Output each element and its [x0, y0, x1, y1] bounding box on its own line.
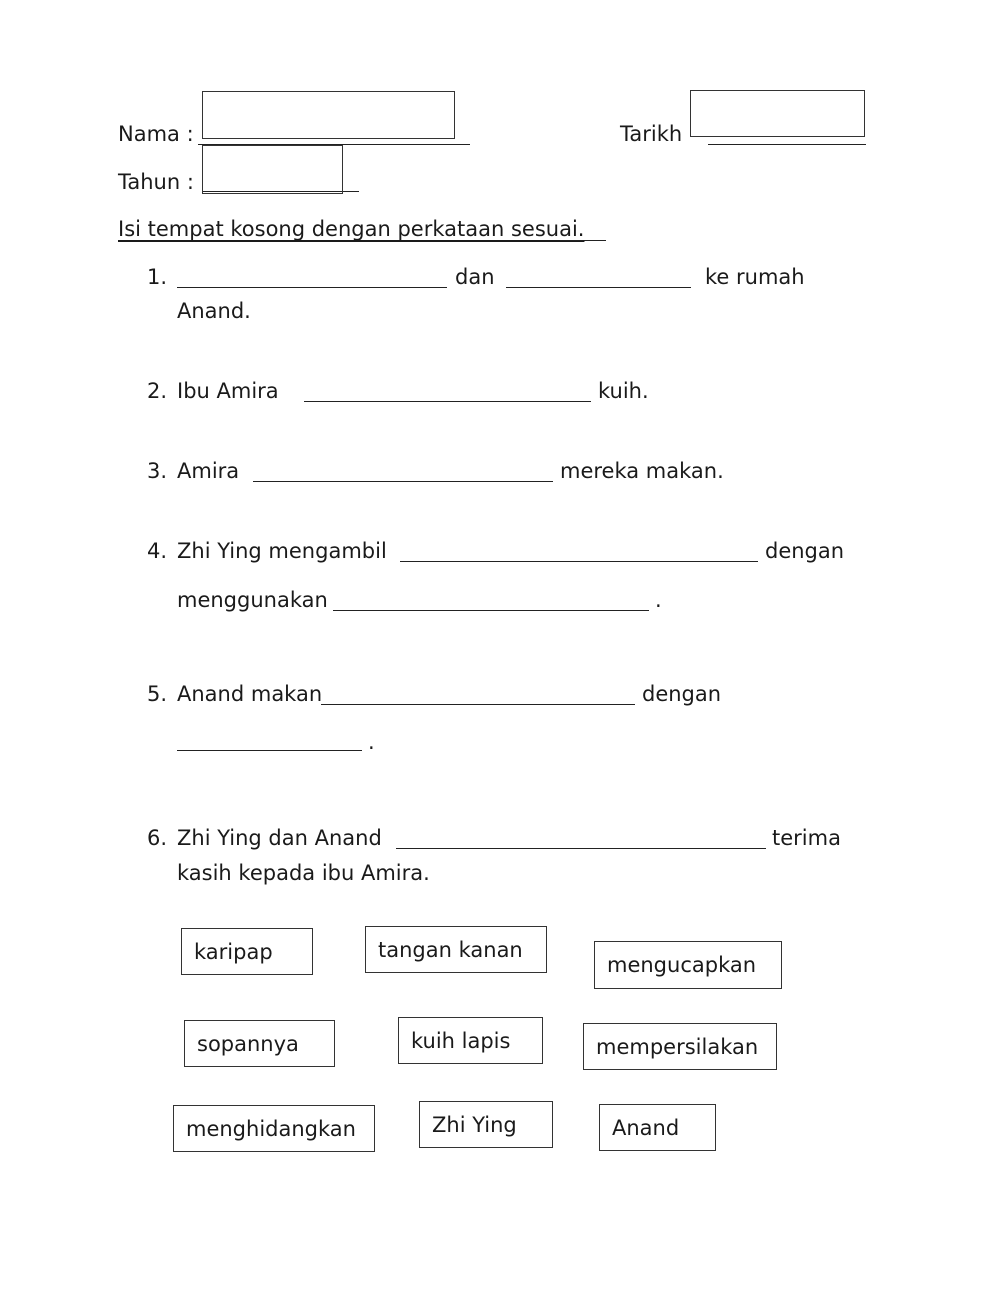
- instruction-underline-tail: [560, 240, 606, 241]
- tahun-label: Tahun :: [118, 170, 194, 194]
- q5-number: 5.: [147, 682, 168, 706]
- q3-blank-1[interactable]: [253, 481, 553, 482]
- instruction-text: Isi tempat kosong dengan perkataan sesuai.: [118, 217, 585, 241]
- word-kuih-lapis[interactable]: kuih lapis: [398, 1017, 543, 1064]
- q5-blank-1[interactable]: [321, 704, 635, 705]
- tarikh-input[interactable]: [690, 90, 865, 137]
- q5-text-3: .: [368, 730, 375, 754]
- word-menghidangkan[interactable]: menghidangkan: [173, 1105, 375, 1152]
- q4-blank-1[interactable]: [400, 561, 758, 562]
- q6-text-3: kasih kepada ibu Amira.: [177, 861, 430, 885]
- word-anand[interactable]: Anand: [599, 1104, 716, 1151]
- q1-text-2: ke rumah: [705, 265, 805, 289]
- word-sopannya[interactable]: sopannya: [184, 1020, 335, 1067]
- q4-number: 4.: [147, 539, 168, 563]
- q1-text-1: dan: [455, 265, 495, 289]
- q6-text-2: terima: [772, 826, 841, 850]
- nama-input[interactable]: [202, 91, 455, 139]
- q1-text-3: Anand.: [177, 299, 251, 323]
- q1-blank-2[interactable]: [506, 287, 691, 288]
- q4-text-3: menggunakan: [177, 588, 328, 612]
- q3-text-2: mereka makan.: [560, 459, 724, 483]
- q2-text-1: Ibu Amira: [177, 379, 279, 403]
- q4-text-4: .: [655, 588, 662, 612]
- q4-text-1: Zhi Ying mengambil: [177, 539, 387, 563]
- word-karipap[interactable]: karipap: [181, 928, 313, 975]
- q4-text-2: dengan: [765, 539, 845, 563]
- word-mempersilakan[interactable]: mempersilakan: [583, 1023, 777, 1070]
- q2-number: 2.: [147, 379, 168, 403]
- q1-number: 1.: [147, 265, 168, 289]
- q5-text-1: Anand makan: [177, 682, 323, 706]
- q5-text-2: dengan: [642, 682, 722, 706]
- tahun-input[interactable]: [202, 145, 343, 194]
- q2-blank-1[interactable]: [304, 401, 591, 402]
- q4-blank-2[interactable]: [333, 610, 649, 611]
- word-zhi-ying[interactable]: Zhi Ying: [419, 1101, 553, 1148]
- word-tangan-kanan[interactable]: tangan kanan: [365, 926, 547, 973]
- word-mengucapkan[interactable]: mengucapkan: [594, 941, 782, 989]
- q3-number: 3.: [147, 459, 168, 483]
- q5-blank-2[interactable]: [177, 750, 362, 751]
- q2-text-2: kuih.: [598, 379, 649, 403]
- q6-text-1: Zhi Ying dan Anand: [177, 826, 382, 850]
- q1-blank-1[interactable]: [177, 287, 447, 288]
- tarikh-label: Tarikh: [620, 122, 683, 146]
- nama-label: Nama :: [118, 122, 194, 146]
- q3-text-1: Amira: [177, 459, 240, 483]
- tarikh-underline: [708, 144, 866, 145]
- q6-number: 6.: [147, 826, 168, 850]
- q6-blank-1[interactable]: [396, 848, 766, 849]
